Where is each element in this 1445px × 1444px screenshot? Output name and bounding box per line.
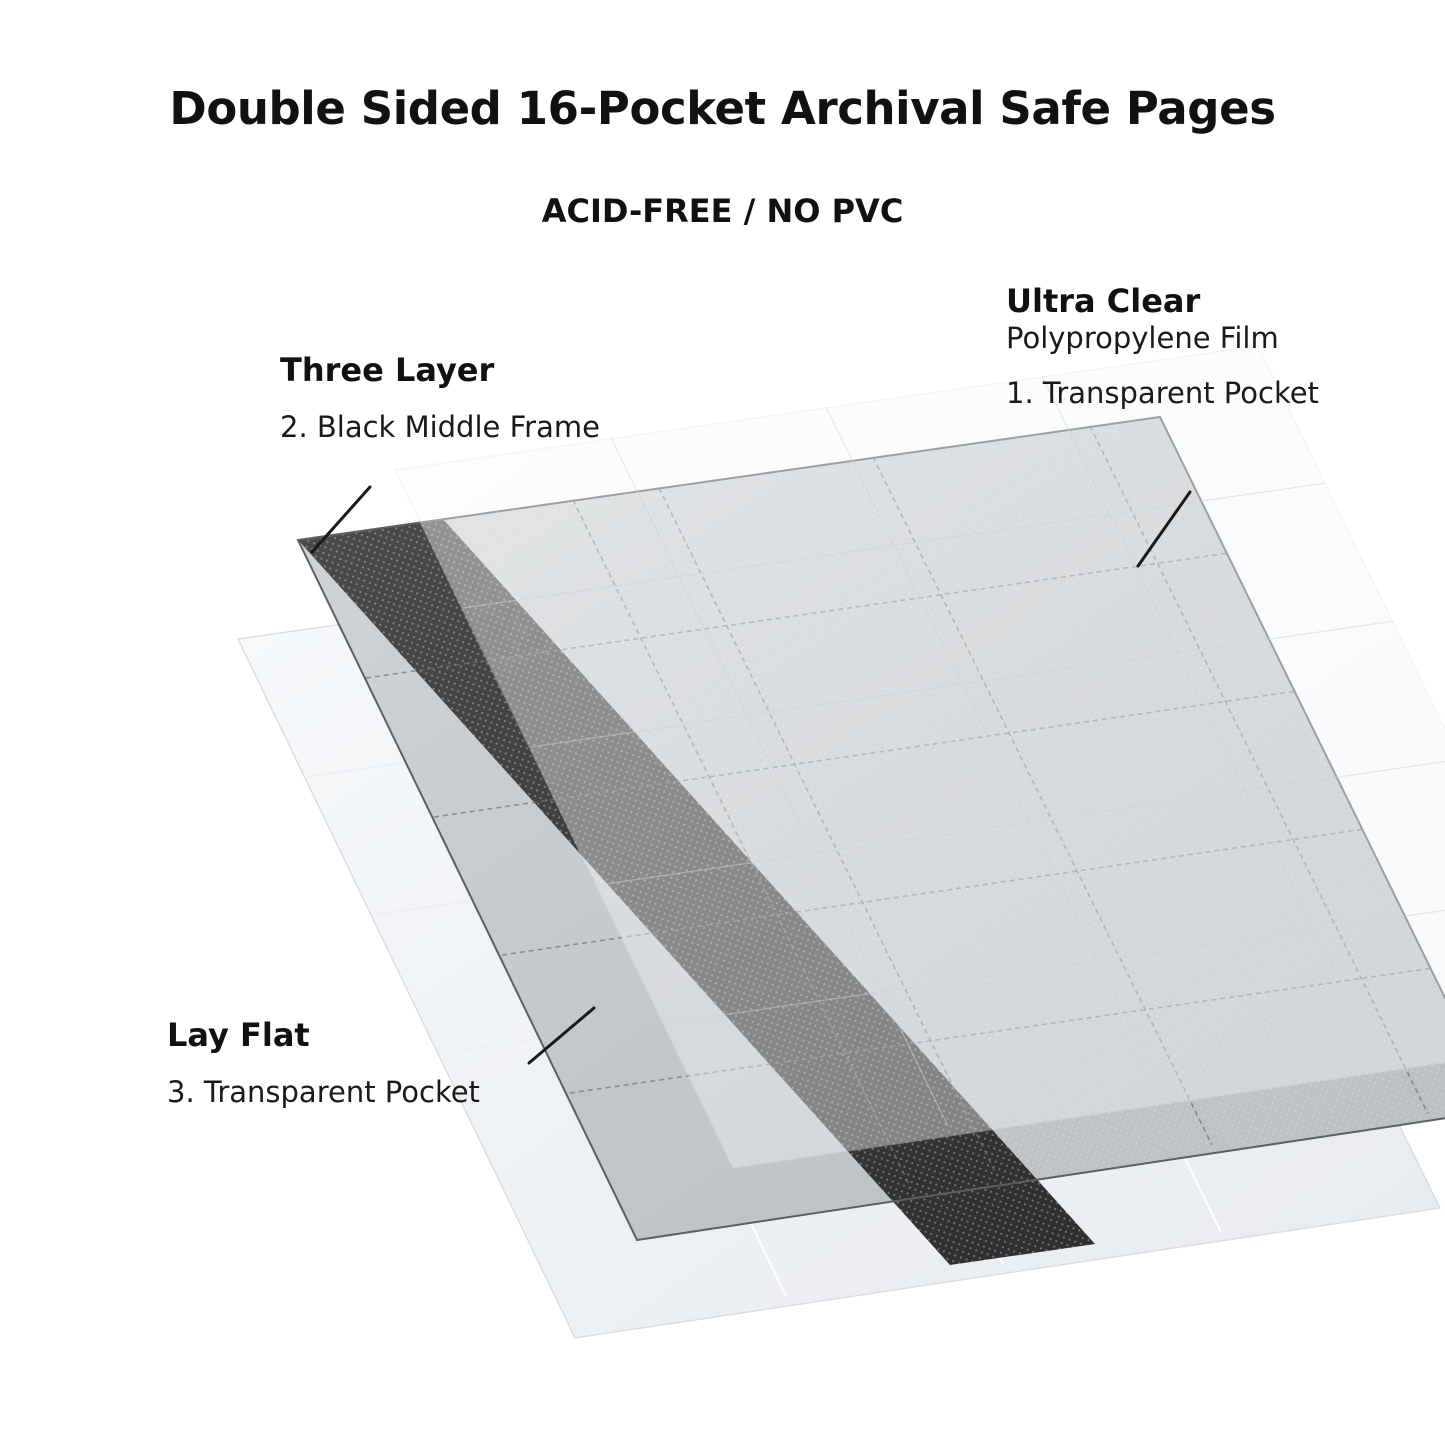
callout-lay-flat-head: Lay Flat — [167, 1016, 310, 1054]
callout-three-layer-head: Three Layer — [280, 351, 495, 389]
callout-ultra-clear-sub: Polypropylene Film — [1006, 320, 1279, 355]
page-subtitle: ACID-FREE / NO PVC — [541, 192, 904, 230]
callout-lay-flat-number: 3. Transparent Pocket — [167, 1074, 480, 1109]
page-title: Double Sided 16-Pocket Archival Safe Pages — [169, 82, 1276, 135]
callout-ultra-clear-number: 1. Transparent Pocket — [1006, 375, 1319, 410]
callout-three-layer — [280, 352, 600, 445]
callout-lay-flat — [167, 1017, 480, 1110]
callout-three-layer-number: 2. Black Middle Frame — [280, 409, 600, 444]
callout-ultra-clear-head: Ultra Clear — [1006, 282, 1201, 320]
callout-ultra-clear — [1006, 283, 1319, 410]
